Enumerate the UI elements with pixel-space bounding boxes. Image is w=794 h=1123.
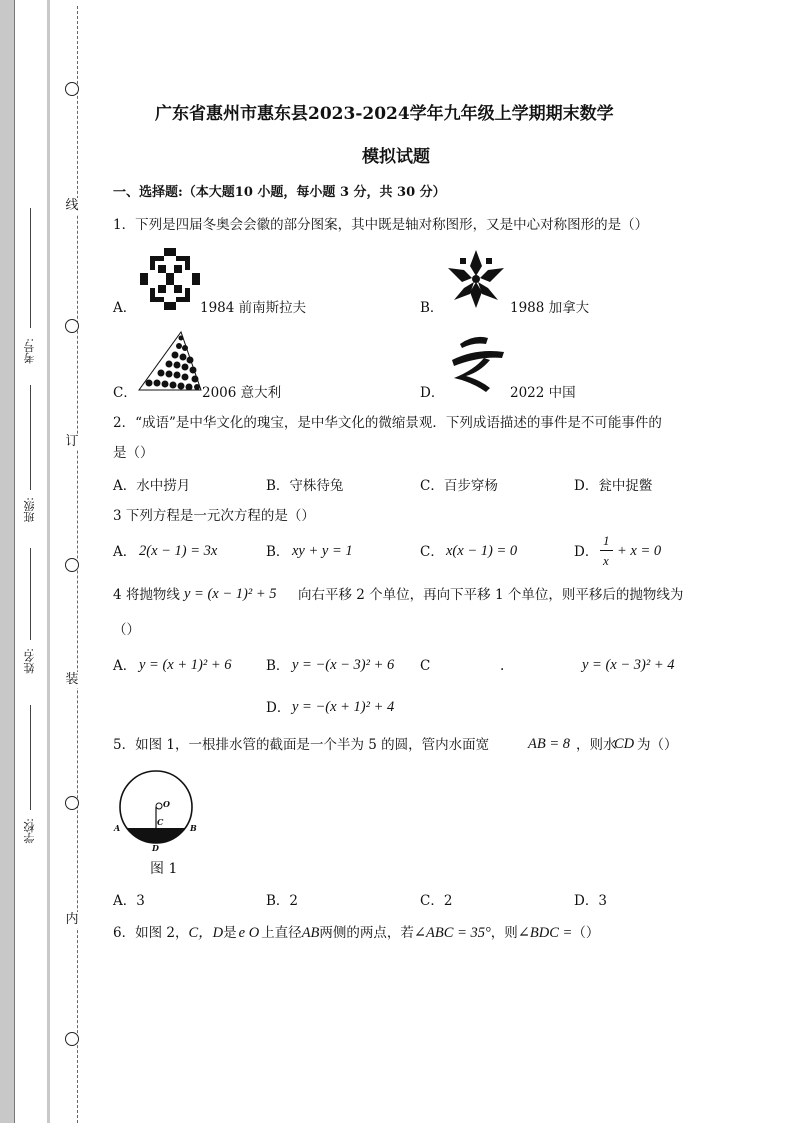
fig1-point-c: C: [157, 817, 164, 827]
binding-char-ding: 订: [65, 434, 79, 449]
q3-option-d-fraction-bar: [600, 550, 613, 551]
binding-hole: [65, 796, 79, 810]
emblem-1988-icon: [446, 248, 506, 310]
q4-option-d-label: D．: [266, 700, 291, 716]
q2-option-b: B．守株待兔: [266, 478, 344, 494]
q6-stem-mid3: 两侧的两点，若: [319, 925, 414, 941]
q6-stem-circle: e O: [238, 925, 260, 941]
q6-stem-angle1: ∠ABC = 35°: [413, 925, 491, 941]
fill-line-class[interactable]: [30, 385, 31, 490]
figure-1-pipe-diagram: [110, 765, 202, 857]
question-1-stem: 1．下列是四届冬奥会会徽的部分图案，其中既是轴对称图形，又是中心对称图形的是（）: [113, 217, 649, 233]
q1-option-a-text: 1984 前南斯拉夫: [200, 300, 307, 316]
binding-hole: [65, 82, 79, 96]
question-5-stem-cd: CD: [614, 736, 635, 752]
q2-option-a: A．水中捞月: [113, 478, 191, 494]
q6-stem-pre: 6．如图 2，: [113, 925, 189, 941]
binding-char-nei: 内: [65, 912, 79, 927]
binding-hole: [65, 558, 79, 572]
label-name: 姓名:: [23, 648, 36, 674]
q1-option-c-label: C．: [113, 385, 137, 401]
binding-hole: [65, 1032, 79, 1046]
q4-option-a-expr: y = (x + 1)² + 6: [139, 657, 232, 673]
binding-hole: [65, 319, 79, 333]
label-class: 班级:: [23, 497, 36, 523]
emblem-2022-icon: [446, 332, 508, 394]
question-6-stem: [113, 924, 599, 942]
fill-line-exam-number[interactable]: [30, 208, 31, 328]
q3-option-b-label: B．: [266, 544, 290, 560]
question-2-stem-line1: 2．“成语”是中华文化的瑰宝，是中华文化的微缩景观．下列成语描述的事件是不可能事件的: [113, 415, 662, 431]
q6-stem-ab: AB: [301, 925, 320, 941]
q1-option-b-label: B．: [420, 300, 444, 316]
q4-option-c-label: C: [420, 658, 431, 674]
q3-option-c-expr: x(x − 1) = 0: [446, 543, 518, 559]
binding-strip: [0, 0, 14, 1123]
page-title-line1: 广东省惠州市惠东县2023-2024学年九年级上学期期末数学: [155, 104, 614, 124]
question-4-stem-expr: y = (x − 1)² + 5: [184, 586, 277, 602]
q4-option-b-expr: y = −(x − 3)² + 6: [292, 657, 395, 673]
q4-option-d-expr: y = −(x + 1)² + 4: [292, 699, 395, 715]
question-4-stem-post: 向右平移 2 个单位，再向下平移 1 个单位，则平移后的抛物线为: [298, 587, 684, 603]
q5-option-b: B．2: [266, 893, 299, 909]
binding-strip-inner: [47, 0, 50, 1123]
emblem-2006-icon: [137, 330, 203, 392]
binding-margin: [14, 0, 48, 1123]
q4-option-a-label: A．: [113, 658, 137, 674]
question-4-stem-line2: （）: [113, 622, 140, 638]
q3-option-a-label: A．: [113, 544, 137, 560]
section-heading: 一、选择题:（本大题10 小题，每小题 3 分，共 30 分）: [113, 185, 446, 200]
page-title-line2: 模拟试题: [362, 147, 430, 167]
q6-stem-angle2: ∠BDC =: [517, 925, 573, 941]
figure-1-caption: 图 1: [150, 861, 178, 877]
question-4-stem-pre: 4 将抛物线: [113, 587, 180, 603]
q6-stem-mid4: ，则: [490, 925, 518, 941]
fig1-point-a: A: [114, 823, 121, 833]
q6-stem-cd: C，D: [188, 925, 224, 941]
q1-option-a-label: A．: [113, 300, 137, 316]
fill-line-name[interactable]: [30, 548, 31, 640]
question-3-stem: 3 下列方程是一元次方程的是（）: [113, 508, 315, 524]
q3-option-c-label: C．: [420, 544, 444, 560]
label-school: 学校:: [23, 818, 36, 844]
emblem-1984-icon: [140, 248, 200, 310]
fig1-point-d: D: [152, 843, 159, 853]
q1-option-b-text: 1988 加拿大: [510, 300, 590, 316]
q2-option-c: C．百步穿杨: [420, 478, 498, 494]
question-2-stem-line2: 是（）: [113, 445, 154, 461]
q3-option-b-expr: xy + y = 1: [292, 543, 353, 559]
q5-option-c: C．2: [420, 893, 453, 909]
q1-option-d-label: D．: [420, 385, 445, 401]
q3-option-a-expr: 2(x − 1) = 3x: [139, 543, 218, 559]
binding-char-zhuang: 装: [65, 672, 79, 687]
q1-option-d-text: 2022 中国: [510, 385, 576, 401]
question-5-stem-mid: ，则水: [576, 737, 617, 753]
fill-line-school[interactable]: [30, 705, 31, 810]
fig1-point-b: B: [190, 823, 197, 833]
label-exam-number: 考号:: [23, 338, 36, 364]
q4-option-b-label: B．: [266, 658, 290, 674]
q5-option-a: A．3: [113, 893, 145, 909]
binding-char-xian: 线: [65, 198, 79, 213]
q1-option-c-text: 2006 意大利: [202, 385, 282, 401]
q3-option-d-denominator: x: [603, 553, 609, 568]
q6-stem-mid1: 是: [223, 925, 237, 941]
q3-option-d-expr: + x = 0: [617, 543, 662, 559]
question-5-stem-pre: 5．如图 1，一根排水管的截面是一个半为 5 的圆，管内水面宽: [113, 737, 490, 753]
q3-option-d-numerator: 1: [603, 533, 610, 548]
q6-stem-mid2: 上直径: [261, 925, 302, 941]
question-5-stem-post: 为（）: [637, 737, 678, 753]
q2-option-d: D．瓮中捉鳖: [574, 478, 653, 494]
q4-option-c-expr: y = (x − 3)² + 4: [582, 657, 675, 673]
q5-option-d: D．3: [574, 893, 607, 909]
q6-stem-post: （）: [572, 925, 600, 941]
question-5-stem-ab: AB = 8: [528, 736, 570, 752]
fig1-point-o: O: [163, 799, 170, 809]
q4-option-c-dot: .: [500, 658, 505, 674]
q3-option-d-label: D．: [574, 544, 599, 560]
